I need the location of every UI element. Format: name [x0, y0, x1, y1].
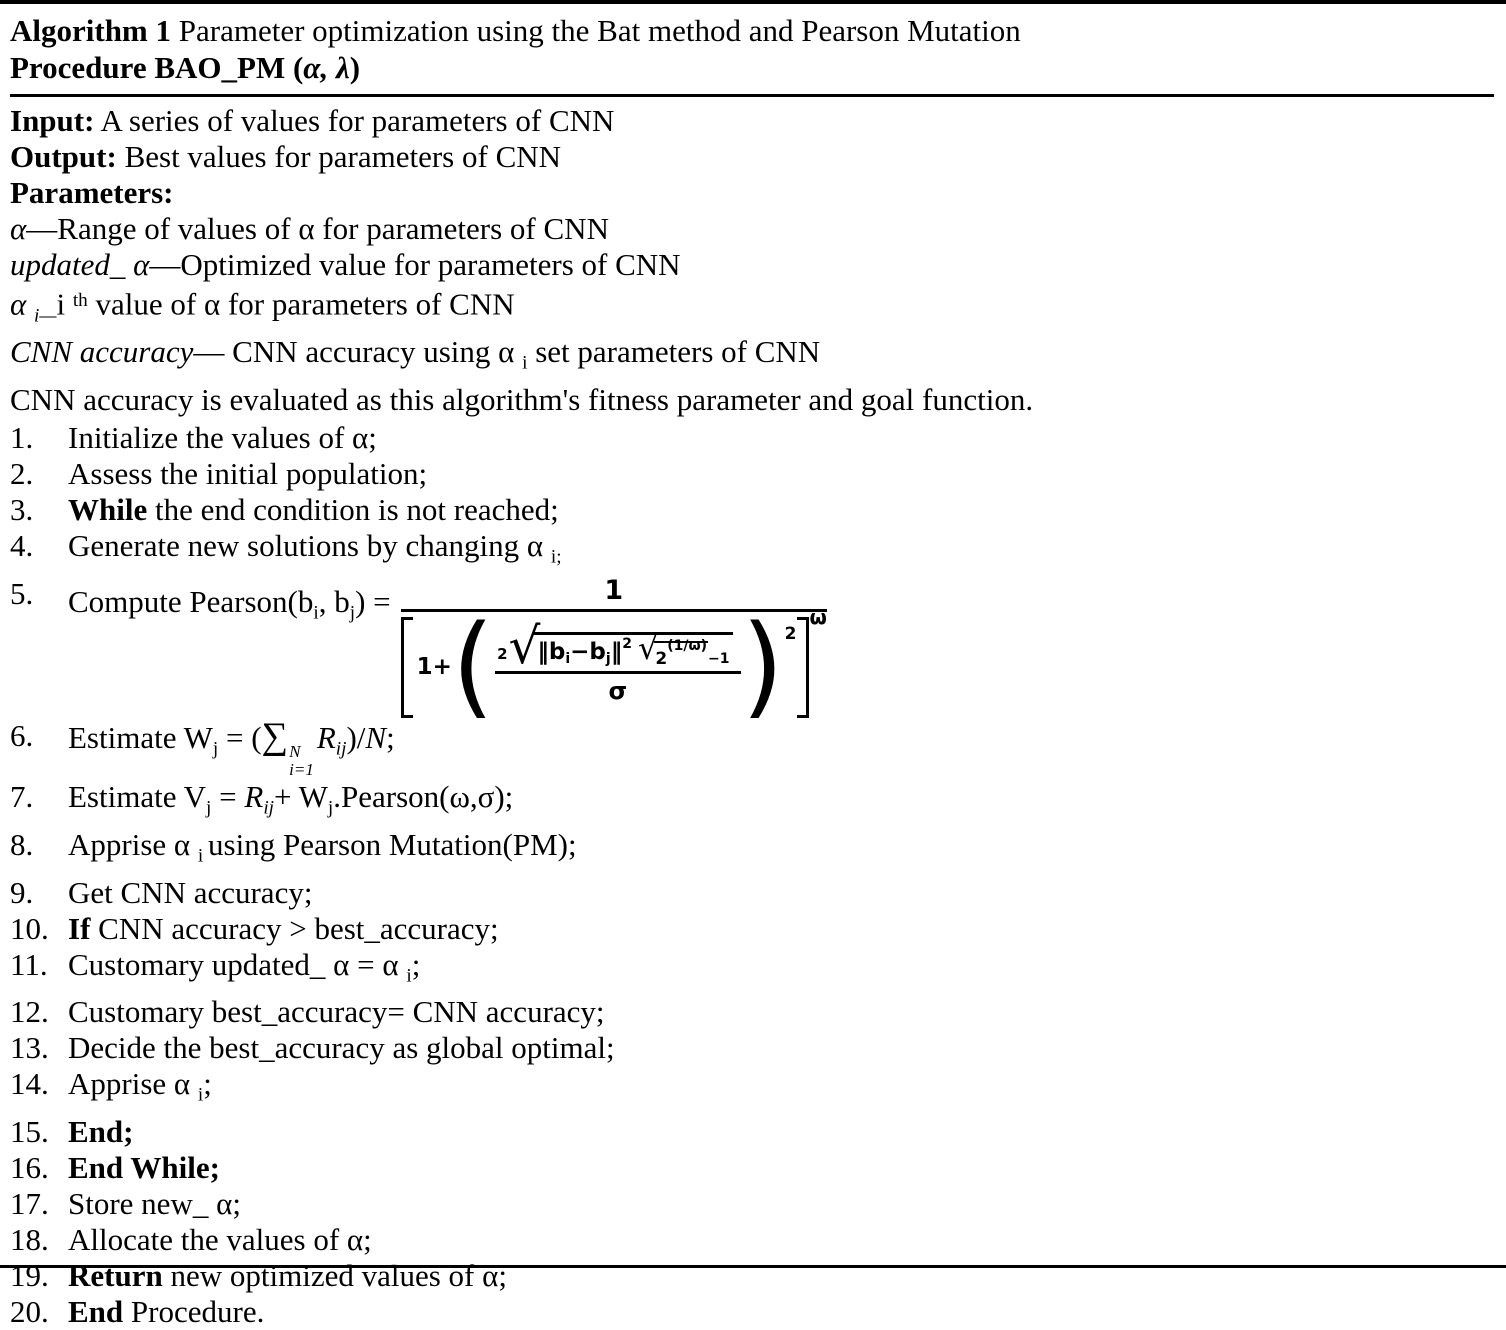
inner-radical-sign: √	[637, 629, 659, 668]
step-8	[10, 827, 1494, 875]
step-20	[10, 1294, 1494, 1330]
left-bracket	[401, 617, 413, 718]
step-number: 5.	[10, 575, 34, 611]
step-1	[10, 420, 1494, 456]
step-number: 20.	[10, 1294, 49, 1330]
step-text: Get CNN accuracy;	[68, 874, 313, 910]
step-text: Generate new solutions by changing α $_{i;}$	[68, 528, 562, 568]
minus-b: −b	[570, 638, 606, 665]
parameters-label: Parameters:	[10, 175, 174, 210]
step-text: Estimate $W_j$ = (∑ N i=1 $R_{ij})/N$;	[68, 716, 395, 780]
step-number: 7.	[10, 779, 34, 815]
algorithm-title: Algorithm 1 Parameter optimization using the Bat method and Pearson Mutation	[10, 13, 1021, 48]
subscript-j: j	[605, 650, 611, 667]
step-text: Allocate the values of α;	[68, 1222, 372, 1258]
step-number: 11.	[10, 946, 48, 982]
inner-exponent: (1/ω)	[667, 637, 708, 654]
step-text: Apprise α $_i$ using Pearson Mutation(PM);	[68, 826, 577, 867]
step-18	[10, 1222, 1494, 1258]
input-line: Input: A series of values for parameters of CNN	[10, 103, 615, 138]
norm-open: ‖b	[537, 638, 566, 665]
step-text: Customary updated_ α = α $_i$;	[68, 946, 421, 987]
step-text: Decide the best_accuracy as global optimal;	[68, 1030, 615, 1066]
step-7	[10, 779, 1494, 827]
pearson-lead-text: Compute $Pearson(b_i$, $b_j$) =	[68, 583, 391, 624]
step-number: 8.	[10, 826, 34, 862]
sigma-denominator: σ	[608, 677, 628, 706]
step-number: 18.	[10, 1222, 49, 1258]
step-3	[10, 492, 1494, 528]
step-17	[10, 1186, 1494, 1222]
bracket-exponent: ω	[809, 605, 827, 630]
inner-fraction	[495, 617, 740, 706]
step-text: Customary best_accuracy= CNN accuracy;	[68, 994, 605, 1030]
inner-radicand	[654, 637, 708, 670]
step-text: Return new optimized values of α;	[68, 1258, 507, 1294]
step-15	[10, 1114, 1494, 1150]
right-bracket	[797, 617, 809, 718]
step-text: End;	[68, 1114, 134, 1150]
step-5	[10, 574, 1494, 731]
step-number: 6.	[10, 718, 34, 754]
norm-close: ‖	[610, 638, 623, 665]
step-number: 4.	[10, 528, 34, 564]
param-updated-alpha-definition: updated_ α—Optimized value for parameters of CNN	[10, 247, 681, 282]
one-plus: 1+	[416, 654, 452, 681]
step-text: Initialize the values of α;	[68, 420, 377, 456]
step-number: 2.	[10, 456, 34, 492]
radicand	[534, 629, 732, 670]
step-number: 14.	[10, 1066, 49, 1102]
step-12	[10, 994, 1494, 1030]
step-text: While the end condition is not reached;	[68, 492, 559, 528]
step-text: End Procedure.	[68, 1294, 265, 1330]
step-number: 19.	[10, 1258, 49, 1294]
step-number: 12.	[10, 994, 49, 1030]
radical-sign: √	[508, 617, 541, 676]
output-line: Output: Best values for parameters of CNN	[10, 139, 562, 174]
param-cnn-accuracy-definition: CNN accuracy— CNN accuracy using α $_i$ set parameters of CNN	[10, 334, 821, 375]
param-alpha-definition: α—Range of values of α for parameters of CNN	[10, 211, 609, 246]
bracket-body	[413, 603, 797, 731]
step-16	[10, 1150, 1494, 1186]
step-text: Estimate $V_j = R_{ij}+$ $W_j.Pearson(\omega,\sigma)$;	[68, 779, 514, 819]
minus-one: −1	[708, 650, 730, 667]
norm-exponent: 2	[622, 635, 632, 652]
inner-base: 2	[655, 649, 668, 670]
radical-row	[495, 617, 740, 676]
step-14	[10, 1066, 1494, 1114]
step-number: 15.	[10, 1114, 49, 1150]
root-index: 2	[497, 645, 508, 664]
step-2	[10, 456, 1494, 492]
close-paren: )	[741, 603, 784, 731]
step-text: End While;	[68, 1150, 220, 1186]
step-9	[10, 875, 1494, 911]
step-number: 16.	[10, 1150, 49, 1186]
step-19	[10, 1258, 1494, 1294]
step-11	[10, 947, 1494, 995]
algorithm-steps	[10, 420, 1494, 1330]
step-text: If CNN accuracy > best_accuracy;	[68, 910, 499, 946]
subscript-i: i	[565, 650, 571, 667]
step-13	[10, 1030, 1494, 1066]
step-text: Assess the initial population;	[68, 456, 428, 492]
step-text: Apprise α $_i$;	[68, 1066, 212, 1107]
algorithm-preamble	[10, 103, 1494, 418]
procedure-declaration: Procedure BAO_PM (α, λ)	[10, 50, 361, 85]
formula-denominator	[401, 603, 827, 731]
step-10	[10, 911, 1494, 947]
algorithm-header	[10, 10, 1494, 97]
step-number: 10.	[10, 910, 49, 946]
pearson-formula	[401, 574, 827, 731]
paren-exponent: 2	[784, 624, 797, 645]
step-text	[68, 574, 1494, 731]
step-4	[10, 528, 1494, 576]
param-alpha-i-definition: α $_{i—}$i $^{th}$ value of α for parameters of CNN	[10, 286, 515, 327]
step-number: 9.	[10, 874, 34, 910]
step-number: 17.	[10, 1186, 49, 1222]
formula-numerator: 1	[401, 576, 827, 613]
step-number: 3.	[10, 492, 34, 528]
fitness-note: CNN accuracy is evaluated as this algorithm's fitness parameter and goal function.	[10, 382, 1034, 418]
open-paren: (	[451, 603, 495, 731]
step-number: 1.	[10, 420, 34, 456]
step-text: Store new_ α;	[68, 1186, 241, 1222]
step-number: 13.	[10, 1030, 49, 1066]
